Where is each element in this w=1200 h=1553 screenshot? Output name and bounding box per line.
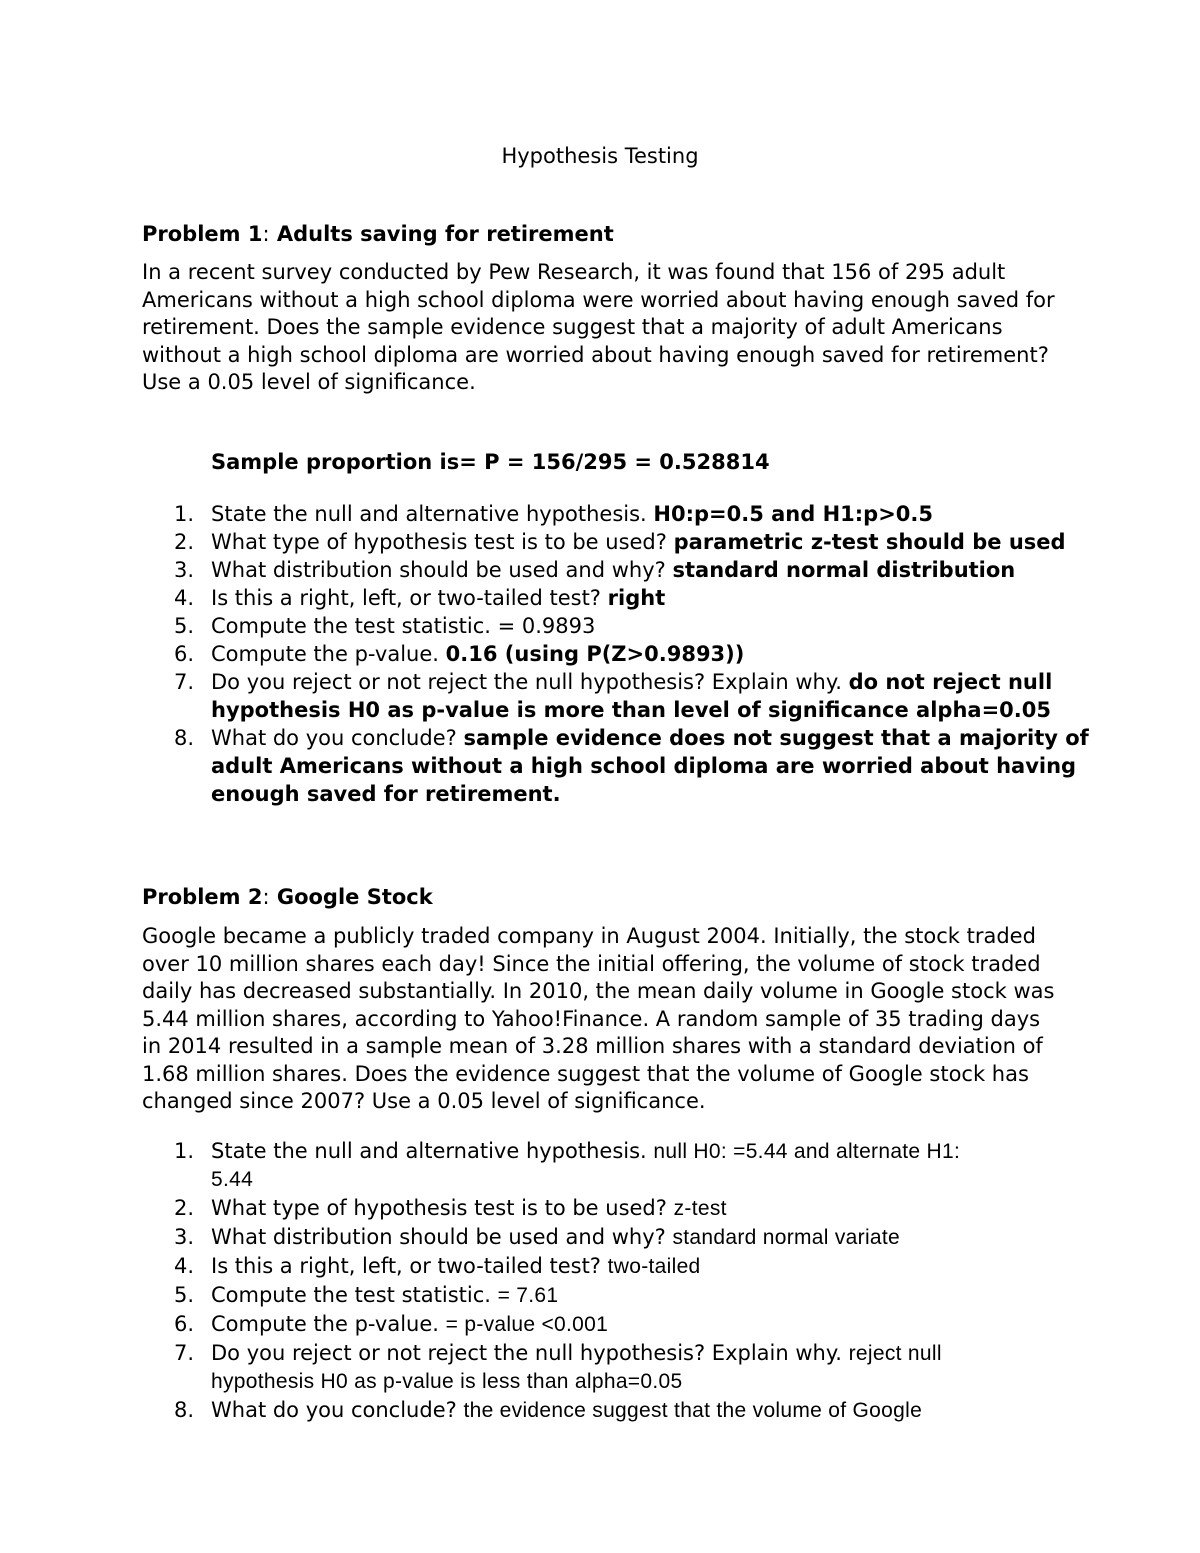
question-text: Compute the p-value. [211, 642, 439, 666]
question-text: What do you conclude? [211, 1398, 457, 1422]
paragraph-line: Use a 0.05 level of significance. [142, 370, 476, 394]
answer-continuation: enough saved for retirement. [211, 782, 561, 806]
paragraph-line: 1.68 million shares. Does the evidence suggest that the volume of Google stock has [142, 1061, 1029, 1086]
question-text: What do you conclude? [211, 726, 457, 750]
list-item [0, 612, 1089, 640]
answer-continuation: hypothesis H0 as p-value is more than level of significance alpha=0.05 [211, 698, 1051, 722]
list-item [0, 500, 1089, 528]
answer-text: z-test [673, 1197, 727, 1220]
answer-text: 0.16 (using P(Z>0.9893)) [445, 642, 745, 666]
answer-text: standard normal variate [672, 1226, 900, 1249]
list-item [0, 640, 1089, 668]
problem1-question-list [0, 500, 1089, 808]
list-item [0, 724, 1089, 808]
paragraph-line: retirement. Does the sample evidence suggest that a majority of adult Americans [142, 315, 1003, 339]
question-text: Do you reject or not reject the null hypothesis? Explain why. [211, 670, 842, 694]
problem2-name: Google Stock [276, 885, 433, 909]
paragraph-line: In a recent survey conducted by Pew Research, it was found that 156 of 295 adult [142, 260, 1006, 284]
list-item [0, 556, 1089, 584]
paragraph-line: over 10 million shares each day! Since the initial offering, the volume of stock traded [142, 951, 1041, 976]
list-item [0, 1339, 960, 1396]
problem1-label: Problem 1 [142, 222, 263, 246]
answer-continuation: adult Americans without a high school diploma are worried about having [211, 754, 1077, 778]
item-number: 3. [174, 558, 195, 582]
answer-text: = p-value <0.001 [445, 1313, 609, 1336]
problem1-heading [142, 220, 614, 248]
paragraph-line: in 2014 resulted in a sample mean of 3.28 million shares with a standard deviation of [142, 1034, 1043, 1058]
answer-text: standard normal distribution [672, 558, 1016, 582]
list-item [0, 1252, 960, 1281]
list-item [0, 668, 1089, 724]
list-item [0, 584, 1089, 612]
question-text: Do you reject or not reject the null hypothesis? Explain why. [211, 1341, 842, 1365]
item-number: 3. [174, 1225, 195, 1249]
answer-text: = 0.9893 [497, 614, 596, 638]
problem1-paragraph [142, 259, 1072, 397]
question-text: Is this a right, left, or two-tailed test? [211, 1254, 601, 1278]
item-number: 5. [174, 614, 195, 638]
item-number: 7. [174, 670, 195, 694]
question-text: What distribution should be used and why? [211, 1225, 666, 1249]
list-item [0, 1137, 960, 1194]
answer-text: reject null [848, 1342, 942, 1365]
problem2-label: Problem 2 [142, 885, 263, 909]
paragraph-line: Google became a publicly traded company in August 2004. Initially, the stock traded [142, 924, 1036, 948]
sample-proportion: Sample proportion is= P = 156/295 = 0.528814 [211, 450, 770, 474]
list-item [0, 1194, 960, 1223]
item-number: 4. [174, 586, 195, 610]
answer-text: = 7.61 [497, 1284, 559, 1307]
answer-text: two-tailed [607, 1255, 701, 1278]
item-number: 8. [174, 726, 195, 750]
item-number: 8. [174, 1398, 195, 1422]
item-number: 6. [174, 1312, 195, 1336]
problem1-separator: : [262, 222, 270, 246]
document-title: Hypothesis Testing [501, 144, 699, 168]
question-text: Compute the test statistic. [211, 614, 491, 638]
item-number: 6. [174, 642, 195, 666]
item-number: 1. [174, 502, 195, 526]
list-item [0, 1396, 960, 1425]
problem2-separator: : [262, 885, 270, 909]
answer-text: null H0: =5.44 and alternate H1: [653, 1140, 961, 1163]
question-text: What type of hypothesis test is to be used? [211, 530, 667, 554]
question-text: What distribution should be used and why? [211, 558, 666, 582]
answer-continuation: hypothesis H0 as p-value is less than alpha=0.05 [211, 1370, 683, 1393]
list-item [0, 528, 1089, 556]
item-number: 2. [174, 1196, 195, 1220]
item-number: 7. [174, 1341, 195, 1365]
answer-text: H0:p=0.5 and H1:p>0.5 [653, 502, 934, 526]
answer-text: the evidence suggest that the volume of Google [463, 1399, 923, 1422]
list-item [0, 1281, 960, 1310]
item-number: 2. [174, 530, 195, 554]
answer-continuation: 5.44 [211, 1168, 254, 1191]
problem1-name: Adults saving for retirement [276, 222, 614, 246]
question-text: Compute the p-value. [211, 1312, 439, 1336]
answer-text: sample evidence does not suggest that a majority of [463, 726, 1089, 750]
question-text: State the null and alternative hypothesis. [211, 1139, 647, 1163]
paragraph-line: without a high school diploma are worried about having enough saved for retirement? [142, 342, 1049, 367]
question-text: Compute the test statistic. [211, 1283, 491, 1307]
answer-text: right [607, 586, 666, 610]
problem2-question-list [0, 1137, 960, 1425]
question-text: Is this a right, left, or two-tailed test? [211, 586, 601, 610]
question-text: What type of hypothesis test is to be used? [211, 1196, 667, 1220]
problem2-heading [142, 883, 433, 911]
item-number: 1. [174, 1139, 195, 1163]
list-item [0, 1223, 960, 1252]
answer-text: do not reject null [848, 670, 1053, 694]
paragraph-line: Americans without a high school diploma were worried about having enough saved for [142, 287, 1055, 312]
problem2-paragraph [142, 923, 1072, 1116]
question-text: State the null and alternative hypothesis. [211, 502, 647, 526]
item-number: 4. [174, 1254, 195, 1278]
paragraph-line: changed since 2007? Use a 0.05 level of significance. [142, 1089, 706, 1113]
paragraph-line: 5.44 million shares, according to Yahoo!Finance. A random sample of 35 trading days [142, 1006, 1041, 1031]
item-number: 5. [174, 1283, 195, 1307]
list-item [0, 1310, 960, 1339]
answer-text: parametric z-test should be used [673, 530, 1066, 554]
paragraph-line: daily has decreased substantially. In 2010, the mean daily volume in Google stock was [142, 979, 1055, 1003]
